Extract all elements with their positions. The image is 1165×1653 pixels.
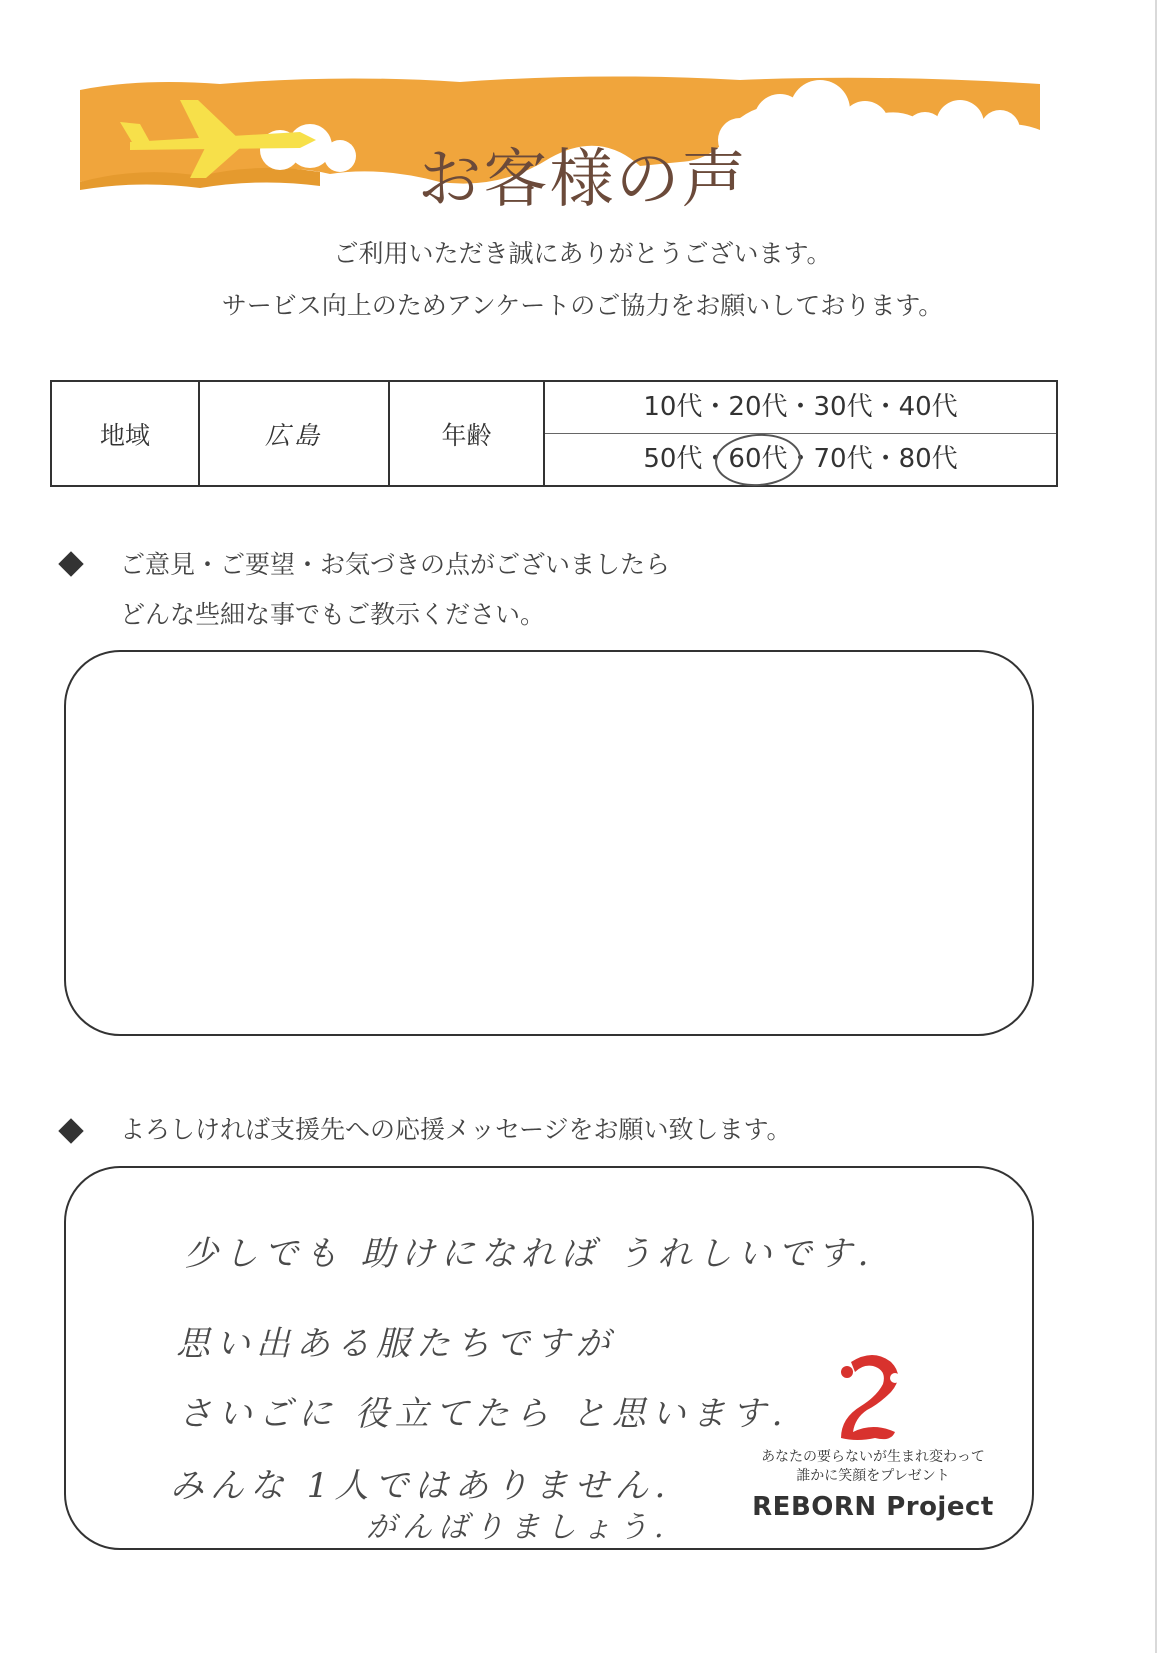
handwritten-line: 少しでも 助けになれば うれしいです. [184,1234,875,1274]
question1-line1: ご意見・ご要望・お気づきの点がございましたら [120,550,671,579]
question1-answer-box[interactable] [64,650,1034,1036]
question1-line2: どんな些細な事でもご教示ください。 [120,600,546,629]
region-label: 地域 [51,381,199,486]
age-label: 年齢 [389,381,544,486]
age-options [544,381,1057,486]
question1-prompt [120,540,670,640]
reborn-mark-icon [833,1348,913,1444]
logo-name: REBORN Project [752,1492,994,1522]
handwritten-line: がんばりましょう. [366,1510,670,1545]
intro-text-line1: ご利用いただき誠にありがとうございます。 [333,239,832,268]
handwritten-line: 思い出ある服たちですが [176,1324,616,1364]
question2-prompt: よろしければ支援先への応援メッセージをお願い致します。 [120,1115,792,1144]
page-title: お客様の声 [417,143,748,217]
handwritten-line: さいごに 役立てたら と思います. [178,1394,789,1434]
handwritten-line: みんな 1人ではありません. [170,1466,672,1506]
bullet-diamond-icon [58,551,83,576]
logo-tagline-line1: あなたの要らないが生まれ変わって [761,1449,985,1465]
logo-tagline-line2: 誰かに笑顔をプレゼント [796,1468,950,1484]
intro-text-line2: サービス向上のためアンケートのご協力をお願いしております。 [221,291,944,320]
info-table [50,380,1058,487]
logo-tagline [738,1448,1008,1486]
reborn-logo [738,1348,1008,1538]
age-options-row2[interactable]: 50代・60代・70代・80代 [545,433,1056,485]
bullet-diamond-icon [58,1118,83,1143]
age-options-row1[interactable]: 10代・20代・30代・40代 [643,392,958,422]
region-value[interactable]: 広島 [199,381,389,486]
